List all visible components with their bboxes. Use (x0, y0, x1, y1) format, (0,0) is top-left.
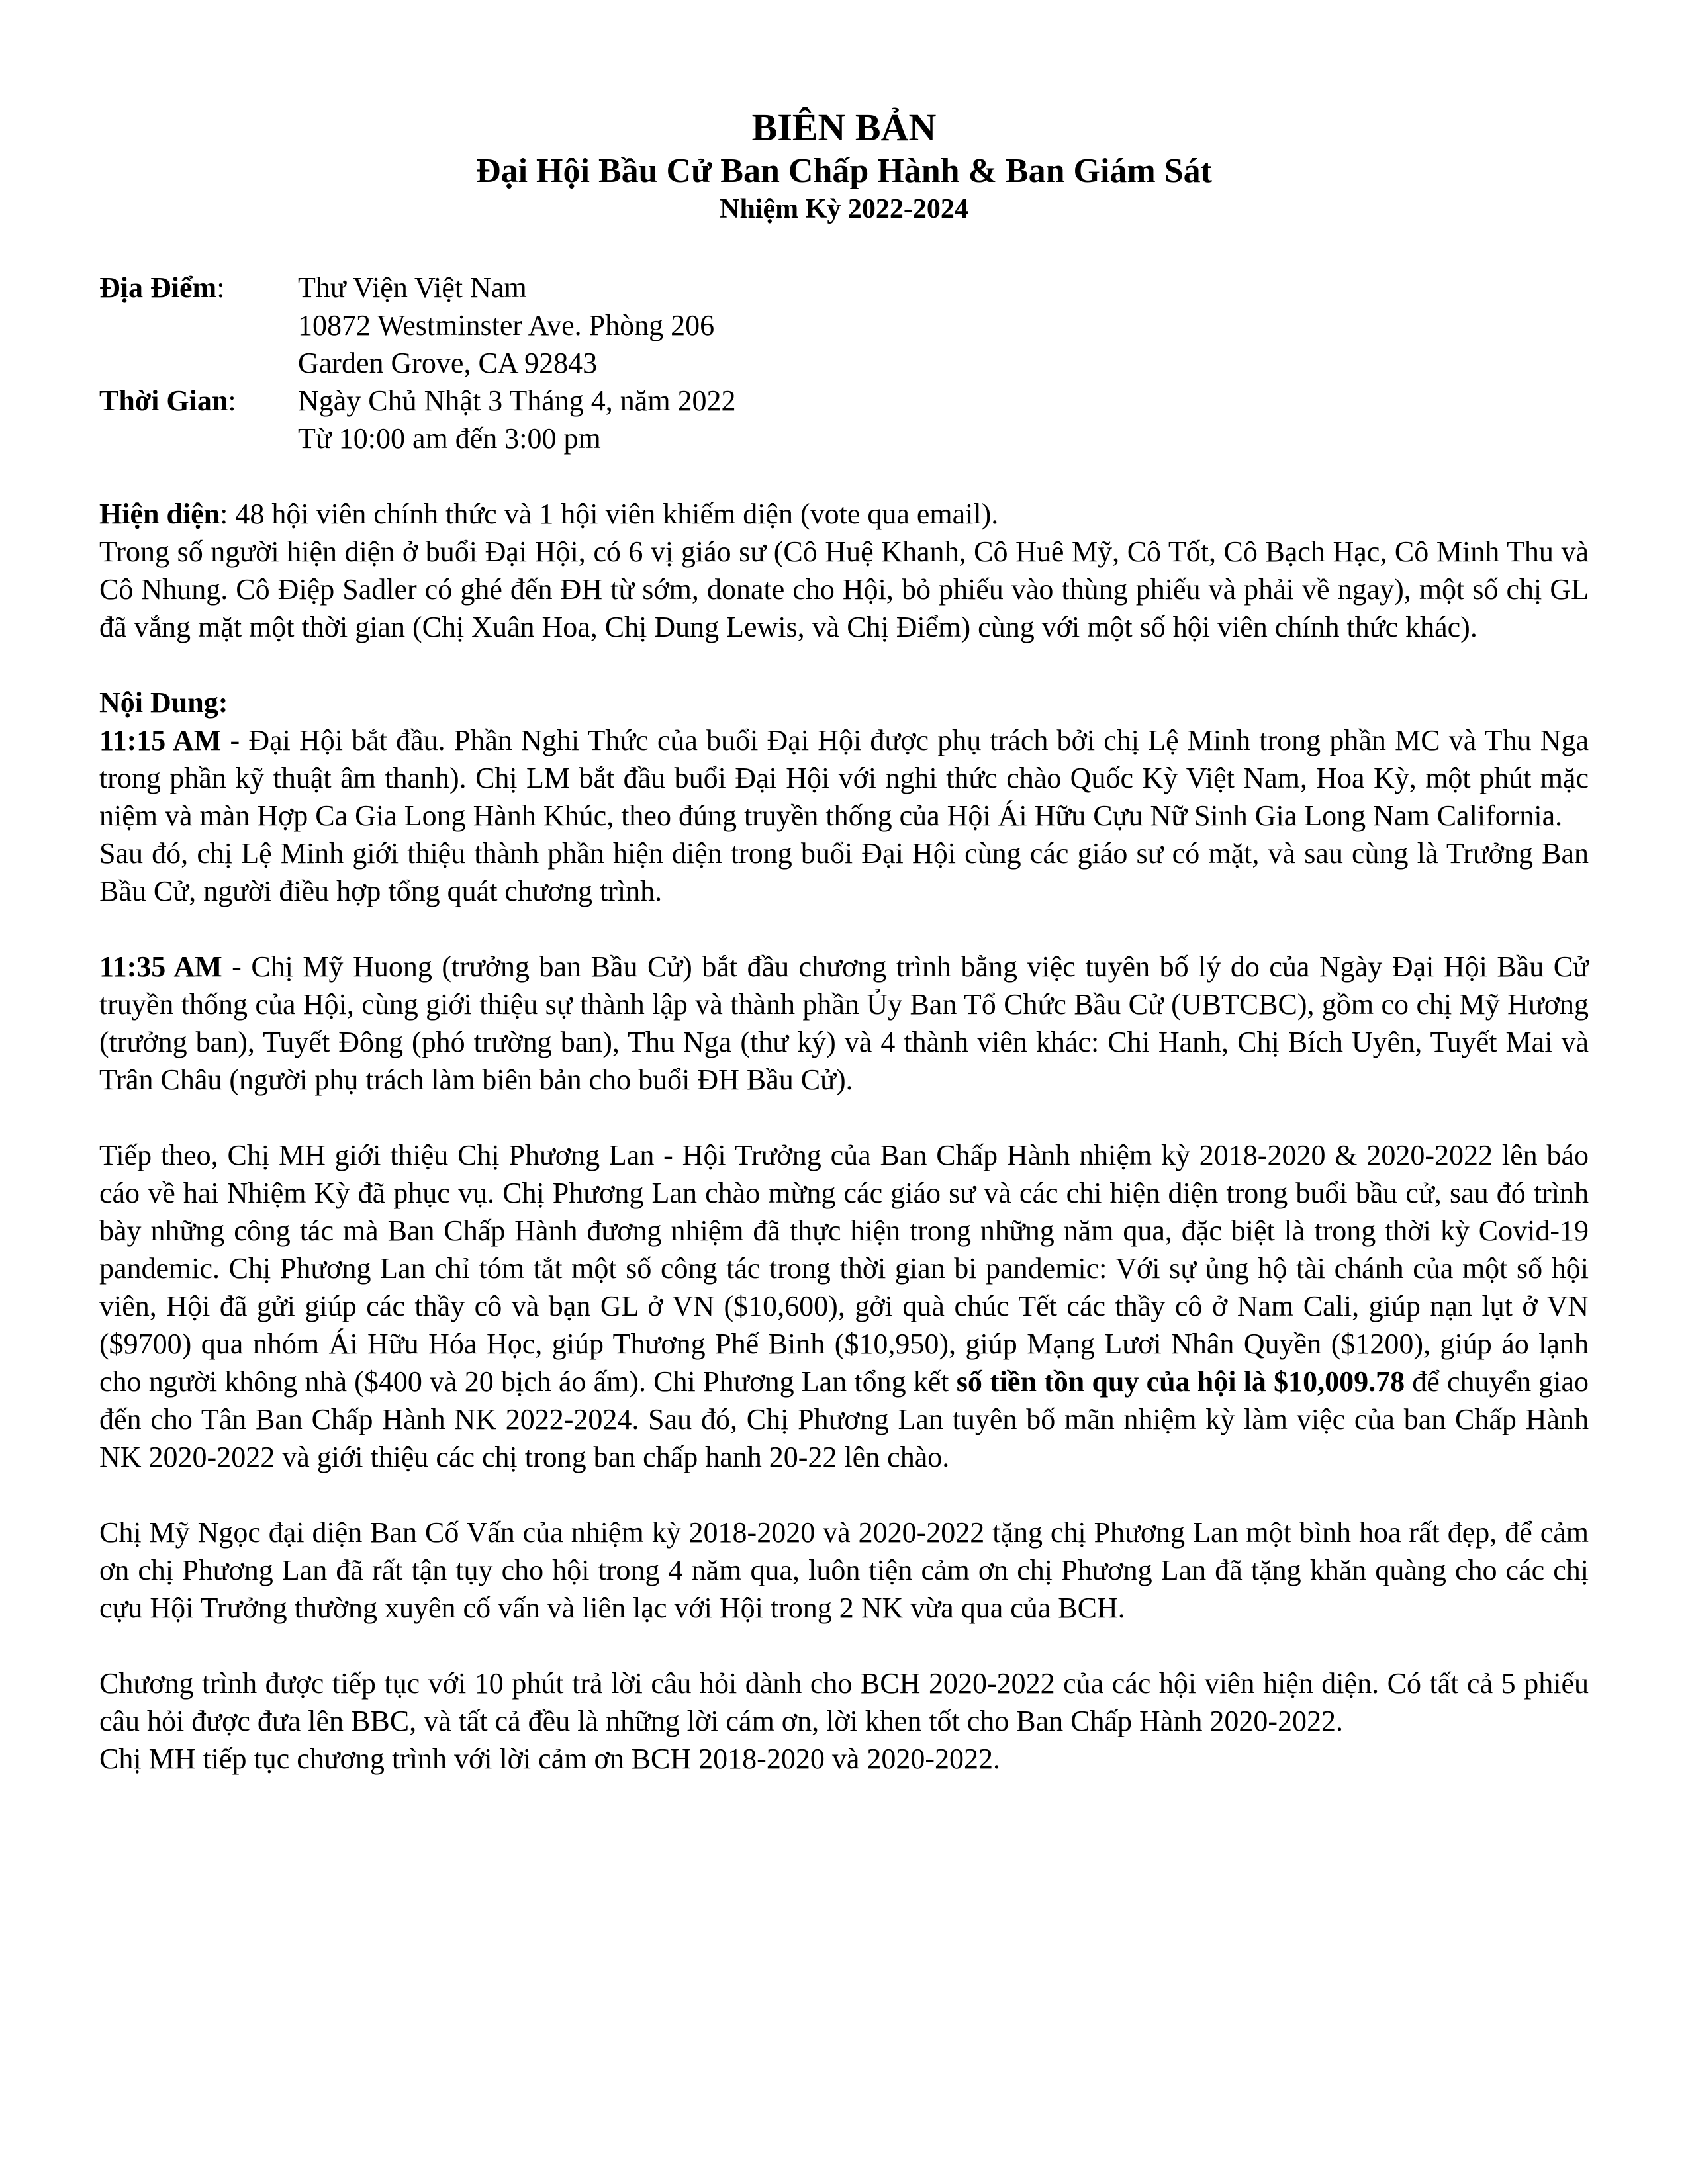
time-lines (298, 382, 736, 457)
attendance-details: Trong số người hiện diện ở buổi Đại Hội, có 6 vị giáo sư (Cô Huệ Khanh, Cô Huê Mỹ, Cô Tốt, Cô Bạch Hạc, Cô Minh Thu và Cô Nhung. Cô Điệp Sadler có ghé đến ĐH từ sớm, donate cho Hội, bỏ phiếu vào thùng phiếu và phải về ngay), một số chị GL đã vắng mặt một thời gian (Chị Xuân Hoa, Chị Dung Lewis, và Chị Điểm) cùng với một số hội viên chính thức khác). (99, 535, 1589, 643)
time-line: Từ 10:00 am đến 3:00 pm (298, 422, 601, 455)
qa-paragraph: Chương trình được tiếp tục với 10 phút trả lời câu hỏi dành cho BCH 2020-2022 của các hội viên hiện diện. Có tất cả 5 phiếu câu hỏi được đưa lên BBC, và tất cả đều là những lời cám ơn, lời khen tốt cho Ban Chấp Hành 2020-2022. (99, 1667, 1589, 1737)
agenda-paragraph: Sau đó, chị Lệ Minh giới thiệu thành phần hiện diện trong buổi Đại Hội cùng các giáo sư có mặt, và sau cùng là Trưởng Ban Bầu Cử, người điều hợp tổng quát chương trình. (99, 837, 1589, 907)
location-row (99, 269, 1589, 382)
document-header (99, 105, 1589, 226)
location-lines (298, 269, 714, 382)
document-page (99, 99, 1589, 1778)
advisory-paragraph: Chị Mỹ Ngọc đại diện Ban Cố Vấn của nhiệm kỳ 2018-2020 và 2020-2022 tặng chị Phương Lan một bình hoa rất đẹp, để cảm ơn chị Phương Lan đã rất tận tụy cho hội trong 4 năm qua, luôn tiện cảm ơn chị Phương Lan đã tặng khăn quàng cho các chị cựu Hội Trưởng thường xuyên cố vấn và liên lạc với Hội trong 2 NK vừa qua của BCH. (99, 1516, 1589, 1624)
agenda-item: 11:15 AM - Đại Hội bắt đầu. Phần Nghi Thức của buổi Đại Hội được phụ trách bởi chị Lệ Minh trong phần MC và Thu Nga trong phần kỹ thuật âm thanh). Chị LM bắt đầu buổi Đại Hội với nghi thức chào Quốc Kỳ Việt Nam, Hoa Kỳ, một phút mặc niệm và màn Hợp Ca Gia Long Hành Khúc, theo đúng truyền thống của Hội Ái Hữu Cựu Nữ Sinh Gia Long Nam California. (99, 724, 1589, 832)
attendance-text: : 48 hội viên chính thức và 1 hội viên khiếm diện (vote qua email). (220, 498, 999, 530)
attendance-summary (99, 495, 1589, 533)
time-row (99, 382, 1589, 457)
agenda-time: 11:35 AM (99, 950, 222, 983)
attendance-label: Hiện diện (99, 498, 220, 530)
location-label: Địa Điểm: (99, 271, 225, 304)
location-line: 10872 Westminster Ave. Phòng 206 (298, 309, 715, 341)
closing-paragraph: Chị MH tiếp tục chương trình với lời cảm ơn BCH 2018-2020 và 2020-2022. (99, 1743, 1001, 1775)
agenda-time: 11:15 AM (99, 724, 222, 756)
time-label: Thời Gian: (99, 385, 236, 417)
location-line: Garden Grove, CA 92843 (298, 347, 598, 379)
time-line: Ngày Chủ Nhật 3 Tháng 4, năm 2022 (298, 385, 736, 417)
agenda-item: 11:35 AM - Chị Mỹ Huong (trưởng ban Bầu Cử) bắt đầu chương trình bằng việc tuyên bố lý do của Ngày Đại Hội Bầu Cử truyền thống của Hội, cùng giới thiệu sự thành lập và thành phần Ủy Ban Tổ Chức Bầu Cử (UBTCBC), gồm co chị Mỹ Hương (trưởng ban), Tuyết Đông (phó trường ban), Thu Nga (thư ký) và 4 thành viên khác: Chi Hanh, Chị Bích Uyên, Tuyết Mai và Trân Châu (người phụ trách làm biên bản cho buổi ĐH Bầu Cử). (99, 950, 1589, 1096)
meeting-info (99, 269, 1589, 457)
content-heading: Nội Dung: (99, 686, 228, 719)
fund-balance: số tiền tồn quy của hội là $10,009.78 (956, 1365, 1405, 1398)
document-title: BIÊN BẢN (751, 106, 937, 149)
report-paragraph: Tiếp theo, Chị MH giới thiệu Chị Phương Lan - Hội Trưởng của Ban Chấp Hành nhiệm kỳ 2018-2020 & 2020-2022 lên báo cáo về hai Nhiệm Kỳ đã phục vụ. Chị Phương Lan chào mừng các giáo sư và các chi hiện diện trong buổi bầu cử, sau đó trình bày những công tác mà Ban Chấp Hành đương nhiệm đã thực hiện trong những năm qua, đặc biệt là trong thời kỳ Covid-19 pandemic. Chị Phương Lan chỉ tóm tắt một số công tác trong thời gian bi pandemic: Với sự ủng hộ tài chánh của một số hội viên, Hội đã gửi giúp các thầy cô và bạn GL ở VN ($10,600), gởi quà chúc Tết các thầy cô ở Nam Cali, giúp nạn lụt ở VN ($9700) qua nhóm Ái Hữu Hóa Học, giúp Thương Phế Binh ($10,950), giúp Mạng Lươi Nhân Quyền ($1200), giúp áo lạnh cho người không nhà ($400 và 20 bịch áo ấm). Chi Phương Lan tổng kết số tiền tồn quy của hội là $10,009.78 để chuyển giao đến cho Tân Ban Chấp Hành NK 2022-2024. Sau đó, Chị Phương Lan tuyên bố mãn nhiệm kỳ làm việc của ban Chấp Hành NK 2020-2022 và giới thiệu các chị trong ban chấp hanh 20-22 lên chào. (99, 1139, 1589, 1473)
location-line: Thư Viện Việt Nam (298, 271, 527, 304)
document-term: Nhiệm Kỳ 2022-2024 (720, 194, 968, 224)
document-subtitle: Đại Hội Bầu Cử Ban Chấp Hành & Ban Giám Sát (476, 152, 1212, 190)
